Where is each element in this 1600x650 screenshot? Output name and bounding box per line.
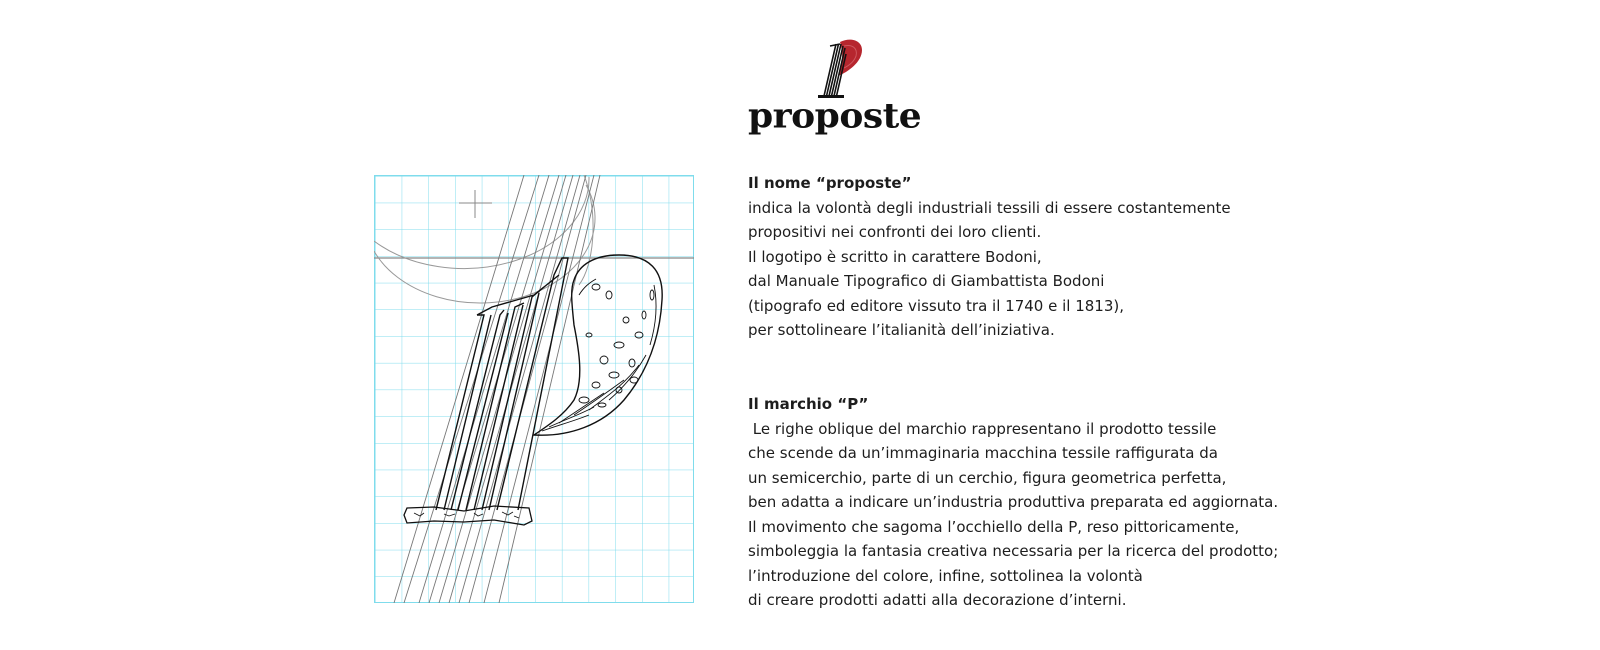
- body-line: per sottolineare l’italianità dell’iniziativa.: [748, 321, 1055, 339]
- body-line: che scende da un’immaginaria macchina tessile raffigurata da: [748, 444, 1218, 462]
- construction-drawing: [374, 175, 694, 603]
- section-heading: Il nome “proposte”: [748, 174, 912, 192]
- body-line: un semicerchio, parte di un cerchio, figura geometrica perfetta,: [748, 468, 1227, 487]
- body-line: Il movimento che sagoma l’occhiello della P, reso pittoricamente,: [748, 517, 1240, 536]
- p-mark-icon: [804, 38, 864, 100]
- body-line: dal Manuale Tipografico di Giambattista Bodoni: [748, 272, 1105, 290]
- proposte-logo: [748, 38, 922, 138]
- section-nome: [748, 171, 1231, 343]
- wordmark: proposte: [748, 96, 922, 136]
- body-line: ben adatta a indicare un’industria produttiva preparata ed aggiornata.: [748, 493, 1279, 511]
- body-line: Il logotipo è scritto in carattere Bodoni,: [748, 247, 1042, 266]
- body-line: simboleggia la fantasia creativa necessaria per la ricerca del prodotto;: [748, 542, 1279, 560]
- body-line: l’introduzione del colore, infine, sottolinea la volontà: [748, 566, 1143, 585]
- body-line: propositivi nei confronti dei loro clienti.: [748, 223, 1042, 241]
- section-heading: Il marchio “P”: [748, 395, 869, 413]
- body-line: di creare prodotti adatti alla decorazione d’interni.: [748, 591, 1127, 609]
- section-marchio: [748, 392, 1278, 613]
- body-line: (tipografo ed editore vissuto tra il 1740 e il 1813),: [748, 296, 1124, 315]
- body-line: Le righe oblique del marchio rappresentano il prodotto tessile: [748, 419, 1217, 438]
- body-line: indica la volontà degli industriali tessili di essere costantemente: [748, 198, 1231, 217]
